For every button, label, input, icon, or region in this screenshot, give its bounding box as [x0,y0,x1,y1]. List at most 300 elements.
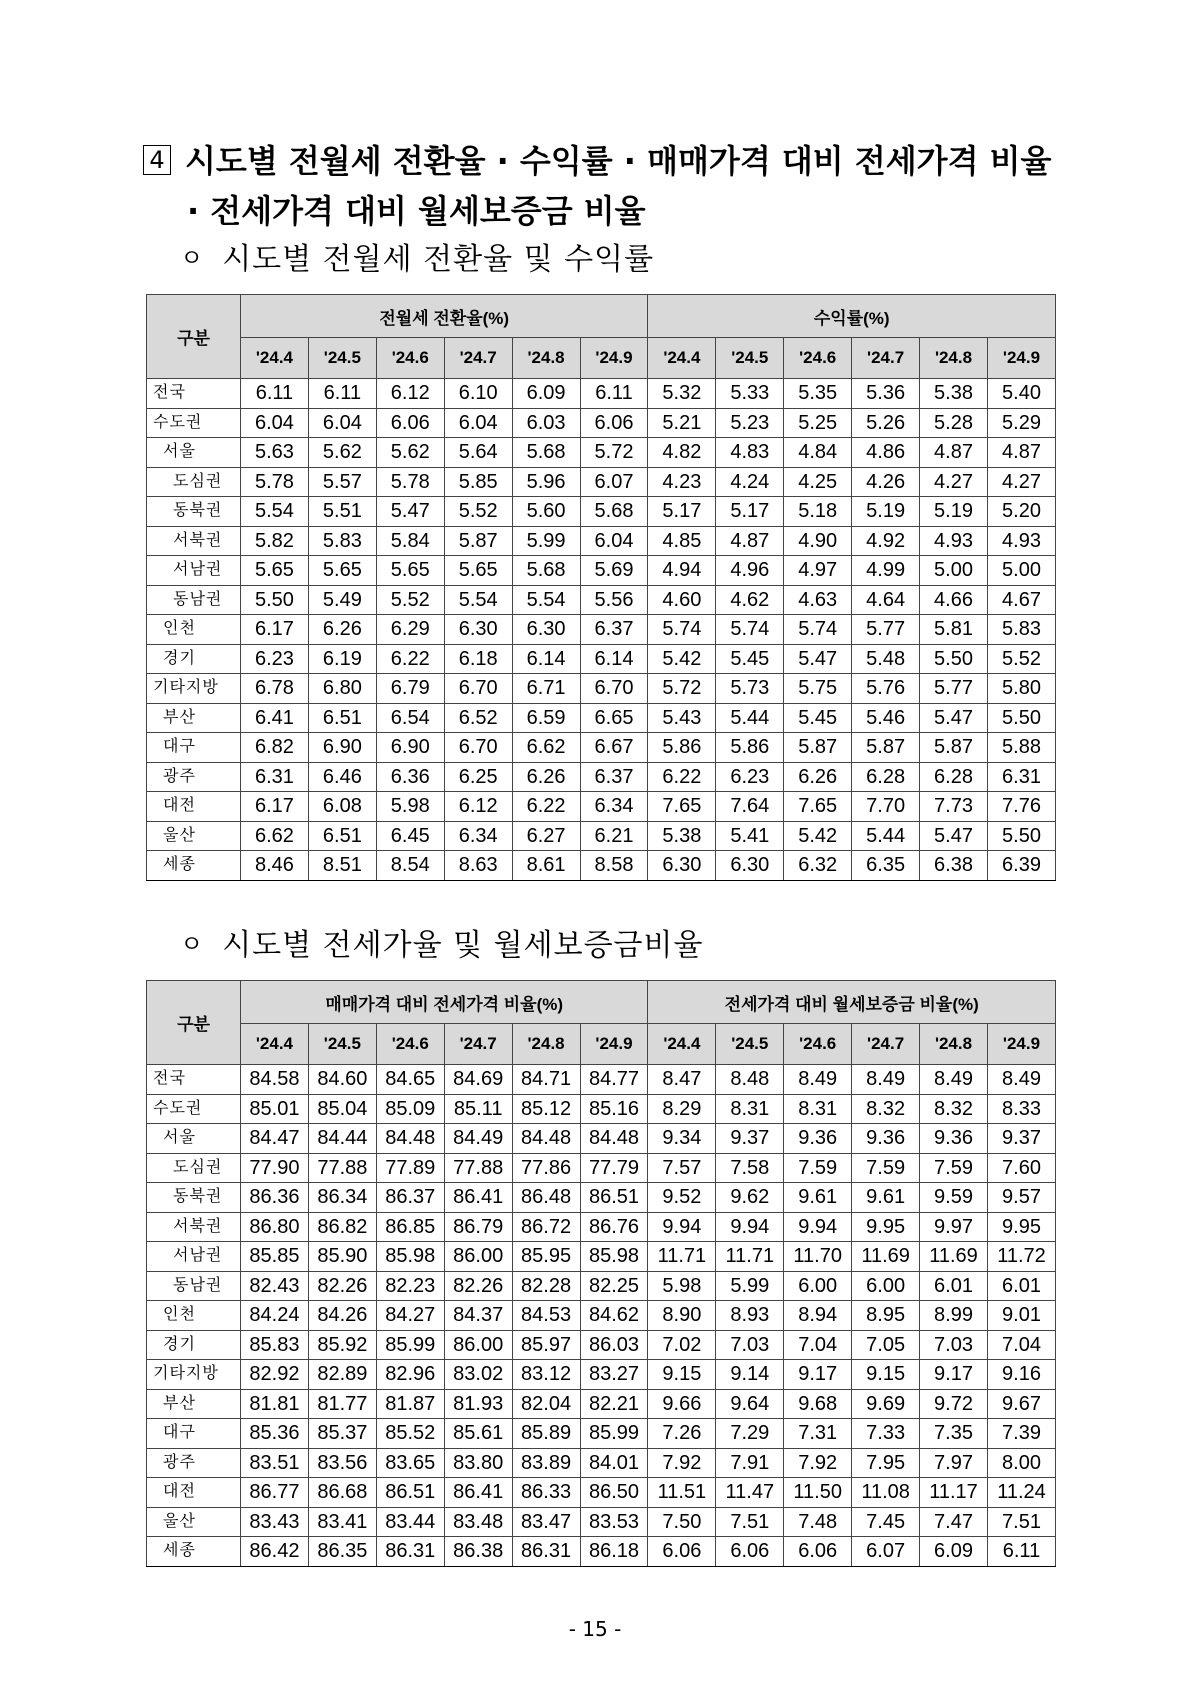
value-cell: 8.32 [920,1094,988,1124]
value-cell: 81.77 [308,1389,376,1419]
value-cell: 6.22 [648,762,716,792]
value-cell: 7.91 [716,1448,784,1478]
table-row [147,1537,1056,1567]
month-header: '24.7 [444,338,512,379]
value-cell: 5.80 [987,674,1055,704]
value-cell: 5.50 [920,644,988,674]
value-cell: 7.45 [852,1507,920,1537]
group-header-conversion-rate: 전월세 전환율(%) [241,295,648,338]
value-cell: 6.22 [376,644,444,674]
value-cell: 82.96 [376,1360,444,1390]
value-cell: 6.11 [987,1537,1055,1567]
value-cell: 6.71 [512,674,580,704]
value-cell: 5.99 [716,1271,784,1301]
value-cell: 86.51 [376,1478,444,1508]
value-cell: 85.89 [512,1419,580,1449]
value-cell: 9.52 [648,1183,716,1213]
value-cell: 11.70 [784,1242,852,1272]
value-cell: 6.25 [444,762,512,792]
table-row [147,644,1056,674]
value-cell: 5.99 [512,526,580,556]
value-cell: 7.92 [648,1448,716,1478]
value-cell: 5.26 [852,408,920,438]
value-cell: 84.69 [444,1065,512,1095]
value-cell: 7.02 [648,1330,716,1360]
value-cell: 6.70 [444,674,512,704]
value-cell: 5.78 [241,467,309,497]
value-cell: 5.75 [784,674,852,704]
value-cell: 5.87 [444,526,512,556]
value-cell: 7.31 [784,1419,852,1449]
month-header: '24.8 [920,1024,988,1065]
value-cell: 86.76 [580,1212,648,1242]
value-cell: 85.83 [241,1330,309,1360]
table-row [147,1389,1056,1419]
value-cell: 4.96 [716,556,784,586]
value-cell: 5.86 [648,733,716,763]
value-cell: 5.96 [512,467,580,497]
value-cell: 5.52 [444,497,512,527]
value-cell: 8.29 [648,1094,716,1124]
value-cell: 5.86 [716,733,784,763]
value-cell: 5.19 [852,497,920,527]
value-cell: 83.44 [376,1507,444,1537]
value-cell: 84.48 [376,1124,444,1154]
region-cell: 전국 [147,1065,241,1095]
value-cell: 5.52 [987,644,1055,674]
value-cell: 7.50 [648,1507,716,1537]
value-cell: 5.63 [241,438,309,468]
value-cell: 6.30 [716,851,784,881]
value-cell: 8.00 [987,1448,1055,1478]
value-cell: 6.52 [444,703,512,733]
value-cell: 5.19 [920,497,988,527]
value-cell: 6.12 [444,792,512,822]
value-cell: 9.17 [784,1360,852,1390]
value-cell: 6.14 [512,644,580,674]
value-cell: 86.77 [241,1478,309,1508]
value-cell: 86.33 [512,1478,580,1508]
value-cell: 9.01 [987,1301,1055,1331]
value-cell: 85.12 [512,1094,580,1124]
value-cell: 7.65 [784,792,852,822]
value-cell: 8.49 [784,1065,852,1095]
value-cell: 85.36 [241,1419,309,1449]
value-cell: 7.51 [716,1507,784,1537]
value-cell: 5.81 [920,615,988,645]
region-cell: 대전 [147,1478,241,1508]
value-cell: 8.49 [920,1065,988,1095]
value-cell: 9.17 [920,1360,988,1390]
value-cell: 5.42 [784,821,852,851]
value-cell: 6.54 [376,703,444,733]
region-cell: 동북권 [147,1183,241,1213]
value-cell: 9.37 [987,1124,1055,1154]
value-cell: 6.59 [512,703,580,733]
value-cell: 83.12 [512,1360,580,1390]
value-cell: 4.87 [987,438,1055,468]
value-cell: 82.23 [376,1271,444,1301]
value-cell: 5.87 [784,733,852,763]
value-cell: 6.62 [241,821,309,851]
value-cell: 9.59 [920,1183,988,1213]
month-header: '24.4 [241,1024,309,1065]
value-cell: 5.65 [241,556,309,586]
table-row [147,438,1056,468]
value-cell: 5.21 [648,408,716,438]
jeonse-ratio-table [146,980,1056,1567]
value-cell: 5.35 [784,379,852,409]
value-cell: 8.33 [987,1094,1055,1124]
region-cell: 서북권 [147,1212,241,1242]
value-cell: 7.70 [852,792,920,822]
value-cell: 5.98 [648,1271,716,1301]
table-body [147,1065,1056,1567]
subsection-title-text: 시도별 전월세 전환율 및 수익률 [222,242,655,277]
section-heading [143,136,1083,236]
value-cell: 86.79 [444,1212,512,1242]
value-cell: 5.38 [648,821,716,851]
table-body [147,379,1056,881]
value-cell: 5.47 [376,497,444,527]
month-header: '24.4 [241,338,309,379]
value-cell: 82.26 [308,1271,376,1301]
value-cell: 5.36 [852,379,920,409]
value-cell: 86.41 [444,1183,512,1213]
month-header: '24.6 [376,338,444,379]
month-header-row [147,338,1056,379]
value-cell: 84.60 [308,1065,376,1095]
region-cell: 세종 [147,1537,241,1567]
value-cell: 6.00 [784,1271,852,1301]
value-cell: 5.28 [920,408,988,438]
value-cell: 86.00 [444,1330,512,1360]
table-row [147,1301,1056,1331]
month-header: '24.5 [716,338,784,379]
value-cell: 5.77 [920,674,988,704]
value-cell: 81.87 [376,1389,444,1419]
value-cell: 8.94 [784,1301,852,1331]
month-header: '24.4 [648,338,716,379]
value-cell: 7.05 [852,1330,920,1360]
value-cell: 77.86 [512,1153,580,1183]
value-cell: 6.62 [512,733,580,763]
value-cell: 83.43 [241,1507,309,1537]
value-cell: 81.93 [444,1389,512,1419]
value-cell: 7.92 [784,1448,852,1478]
value-cell: 6.26 [784,762,852,792]
value-cell: 7.59 [852,1153,920,1183]
value-cell: 5.56 [580,585,648,615]
value-cell: 7.95 [852,1448,920,1478]
value-cell: 5.25 [784,408,852,438]
value-cell: 6.04 [308,408,376,438]
region-cell: 동남권 [147,585,241,615]
value-cell: 5.85 [444,467,512,497]
value-cell: 5.46 [852,703,920,733]
value-cell: 85.85 [241,1242,309,1272]
bullet-icon: ㅇ [180,244,205,272]
value-cell: 84.44 [308,1124,376,1154]
value-cell: 6.06 [716,1537,784,1567]
value-cell: 9.16 [987,1360,1055,1390]
value-cell: 6.51 [308,703,376,733]
month-header: '24.6 [784,1024,852,1065]
value-cell: 11.17 [920,1478,988,1508]
value-cell: 83.41 [308,1507,376,1537]
value-cell: 82.28 [512,1271,580,1301]
value-cell: 8.90 [648,1301,716,1331]
table-row [147,526,1056,556]
value-cell: 86.51 [580,1183,648,1213]
value-cell: 8.54 [376,851,444,881]
value-cell: 84.65 [376,1065,444,1095]
value-cell: 82.25 [580,1271,648,1301]
value-cell: 4.84 [784,438,852,468]
heading-line-1 [143,136,1083,186]
table-row [147,1419,1056,1449]
value-cell: 7.60 [987,1153,1055,1183]
value-cell: 5.23 [716,408,784,438]
region-cell: 대구 [147,733,241,763]
value-cell: 6.34 [444,821,512,851]
value-cell: 77.89 [376,1153,444,1183]
value-cell: 5.74 [648,615,716,645]
value-cell: 86.41 [444,1478,512,1508]
value-cell: 6.30 [512,615,580,645]
page-number: - 15 - [568,1617,622,1641]
value-cell: 83.02 [444,1360,512,1390]
value-cell: 82.92 [241,1360,309,1390]
value-cell: 5.72 [580,438,648,468]
region-cell: 세종 [147,851,241,881]
value-cell: 5.83 [308,526,376,556]
value-cell: 6.90 [376,733,444,763]
value-cell: 5.88 [987,733,1055,763]
value-cell: 5.18 [784,497,852,527]
value-cell: 9.37 [716,1124,784,1154]
value-cell: 5.45 [784,703,852,733]
value-cell: 6.31 [987,762,1055,792]
value-cell: 5.98 [376,792,444,822]
value-cell: 7.47 [920,1507,988,1537]
value-cell: 9.15 [648,1360,716,1390]
value-cell: 82.26 [444,1271,512,1301]
value-cell: 6.28 [852,762,920,792]
table-row [147,585,1056,615]
value-cell: 8.61 [512,851,580,881]
table-row [147,762,1056,792]
value-cell: 85.01 [241,1094,309,1124]
value-cell: 4.99 [852,556,920,586]
value-cell: 9.61 [784,1183,852,1213]
value-cell: 86.18 [580,1537,648,1567]
value-cell: 83.48 [444,1507,512,1537]
value-cell: 4.83 [716,438,784,468]
value-cell: 83.65 [376,1448,444,1478]
heading-line-2: · 전세가격 대비 월세보증금 비율 [187,192,646,230]
value-cell: 6.67 [580,733,648,763]
value-cell: 6.35 [852,851,920,881]
value-cell: 85.97 [512,1330,580,1360]
table-row [147,792,1056,822]
value-cell: 9.95 [852,1212,920,1242]
value-cell: 9.64 [716,1389,784,1419]
value-cell: 84.58 [241,1065,309,1095]
value-cell: 84.71 [512,1065,580,1095]
table-row [147,1065,1056,1095]
value-cell: 5.57 [308,467,376,497]
value-cell: 5.76 [852,674,920,704]
value-cell: 6.38 [920,851,988,881]
table-row [147,408,1056,438]
value-cell: 11.71 [648,1242,716,1272]
value-cell: 4.92 [852,526,920,556]
value-cell: 85.52 [376,1419,444,1449]
value-cell: 85.16 [580,1094,648,1124]
value-cell: 5.74 [716,615,784,645]
value-cell: 11.69 [920,1242,988,1272]
value-cell: 4.62 [716,585,784,615]
value-cell: 6.82 [241,733,309,763]
heading-text-1: 시도별 전월세 전환율 · 수익률 · 매매가격 대비 전세가격 비율 [185,142,1052,180]
group-header-deposit-ratio: 전세가격 대비 월세보증금 비율(%) [648,981,1056,1024]
table-row [147,1507,1056,1537]
value-cell: 5.65 [376,556,444,586]
value-cell: 85.37 [308,1419,376,1449]
value-cell: 6.19 [308,644,376,674]
value-cell: 85.04 [308,1094,376,1124]
value-cell: 6.07 [580,467,648,497]
group-header-jeonse-ratio: 매매가격 대비 전세가격 비율(%) [241,981,648,1024]
value-cell: 5.84 [376,526,444,556]
value-cell: 86.38 [444,1537,512,1567]
value-cell: 6.17 [241,792,309,822]
month-header: '24.6 [784,338,852,379]
value-cell: 86.80 [241,1212,309,1242]
value-cell: 84.48 [580,1124,648,1154]
value-cell: 85.99 [376,1330,444,1360]
value-cell: 8.31 [784,1094,852,1124]
value-cell: 7.57 [648,1153,716,1183]
value-cell: 77.79 [580,1153,648,1183]
month-header: '24.4 [648,1024,716,1065]
table-row [147,615,1056,645]
value-cell: 8.93 [716,1301,784,1331]
value-cell: 7.58 [716,1153,784,1183]
value-cell: 6.06 [784,1537,852,1567]
value-cell: 5.47 [920,821,988,851]
value-cell: 5.32 [648,379,716,409]
value-cell: 8.47 [648,1065,716,1095]
value-cell: 6.45 [376,821,444,851]
region-cell: 도심권 [147,467,241,497]
value-cell: 5.65 [308,556,376,586]
value-cell: 4.90 [784,526,852,556]
value-cell: 7.59 [920,1153,988,1183]
value-cell: 5.41 [716,821,784,851]
value-cell: 8.46 [241,851,309,881]
table-row [147,467,1056,497]
value-cell: 83.56 [308,1448,376,1478]
value-cell: 5.77 [852,615,920,645]
region-cell: 경기 [147,644,241,674]
value-cell: 6.90 [308,733,376,763]
value-cell: 8.32 [852,1094,920,1124]
value-cell: 7.03 [716,1330,784,1360]
value-cell: 7.35 [920,1419,988,1449]
value-cell: 6.04 [580,526,648,556]
value-cell: 5.47 [920,703,988,733]
value-cell: 6.31 [241,762,309,792]
month-header: '24.5 [716,1024,784,1065]
value-cell: 6.65 [580,703,648,733]
conversion-rate-table [146,294,1056,881]
region-cell: 대구 [147,1419,241,1449]
value-cell: 5.64 [444,438,512,468]
value-cell: 9.34 [648,1124,716,1154]
value-cell: 86.42 [241,1537,309,1567]
value-cell: 77.88 [444,1153,512,1183]
value-cell: 86.35 [308,1537,376,1567]
value-cell: 6.78 [241,674,309,704]
value-cell: 5.68 [512,556,580,586]
value-cell: 6.30 [648,851,716,881]
value-cell: 6.34 [580,792,648,822]
value-cell: 4.23 [648,467,716,497]
value-cell: 83.27 [580,1360,648,1390]
value-cell: 85.98 [376,1242,444,1272]
region-cell: 동남권 [147,1271,241,1301]
month-header: '24.9 [987,1024,1055,1065]
value-cell: 8.99 [920,1301,988,1331]
value-cell: 5.17 [716,497,784,527]
value-cell: 6.09 [920,1537,988,1567]
table-row [147,733,1056,763]
value-cell: 5.87 [852,733,920,763]
value-cell: 5.74 [784,615,852,645]
value-cell: 9.94 [648,1212,716,1242]
value-cell: 6.37 [580,762,648,792]
value-cell: 4.27 [920,467,988,497]
value-cell: 84.27 [376,1301,444,1331]
table-row [147,1448,1056,1478]
value-cell: 5.29 [987,408,1055,438]
value-cell: 5.44 [716,703,784,733]
value-cell: 9.94 [716,1212,784,1242]
value-cell: 9.36 [920,1124,988,1154]
value-cell: 84.77 [580,1065,648,1095]
value-cell: 4.97 [784,556,852,586]
value-cell: 86.34 [308,1183,376,1213]
month-header: '24.8 [920,338,988,379]
value-cell: 6.04 [444,408,512,438]
value-cell: 4.66 [920,585,988,615]
table-row [147,1330,1056,1360]
value-cell: 9.66 [648,1389,716,1419]
value-cell: 5.38 [920,379,988,409]
value-cell: 9.61 [852,1183,920,1213]
value-cell: 5.78 [376,467,444,497]
value-cell: 6.12 [376,379,444,409]
value-cell: 9.67 [987,1389,1055,1419]
month-header: '24.9 [580,338,648,379]
month-header: '24.9 [987,338,1055,379]
table-row [147,703,1056,733]
value-cell: 85.99 [580,1419,648,1449]
value-cell: 6.36 [376,762,444,792]
value-cell: 5.33 [716,379,784,409]
